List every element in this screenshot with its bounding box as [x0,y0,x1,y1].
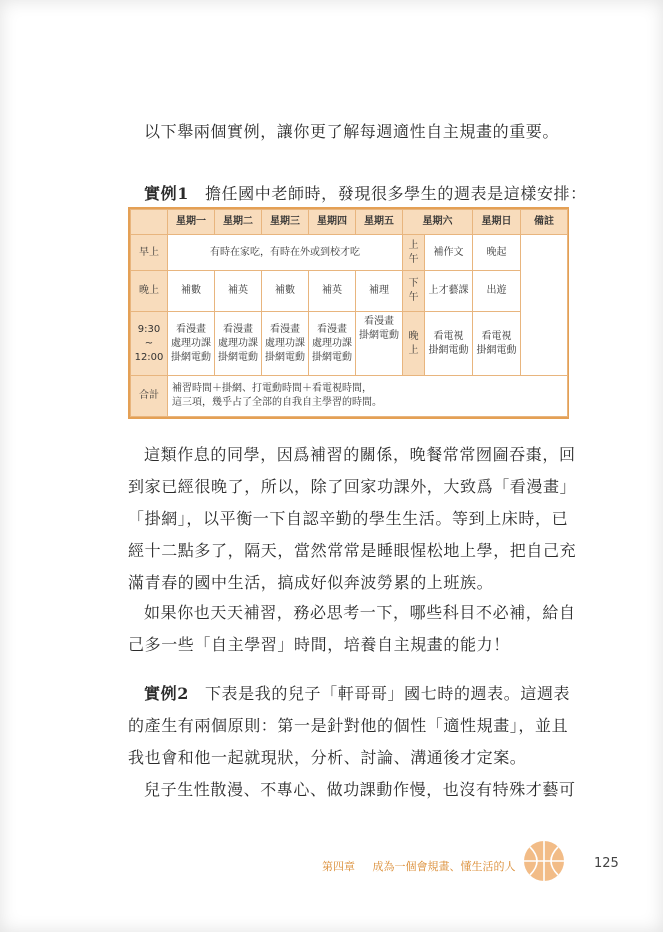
chapter-title: 成為一個會規畫、懂生活的人 [372,860,516,873]
table-cell: 看電視 掛網電動 [473,312,521,376]
intro-paragraph [144,116,574,148]
text-line: 滿青春的國中生活，搞成好似奔波勞累的上班族。 [128,573,494,592]
ampm-text: 晚上 [408,330,419,356]
text-line: 下表是我的兒子「軒哥哥」國七時的週表。這週表 [204,684,571,703]
example2-label: 實例2 [144,684,189,703]
header-cell: 星期四 [309,210,356,235]
table-header-row [131,210,568,235]
example1-text: 擔任國中老師時，發現很多學生的週表是這樣安排： [204,184,587,203]
header-cell: 星期六 [403,210,473,235]
text-line: 兒子生性散漫、不專心、做功課動作慢，也沒有特殊才藝可 [144,780,576,799]
row-label: 晚上 [131,271,168,312]
row-label: 合計 [131,376,168,417]
table-cell: 看漫畫 處理功課 掛網電動 [262,312,309,376]
table-cell: 看漫畫 處理功課 掛網電動 [168,312,215,376]
table-cell [521,234,568,375]
row-label: 9:30 ~ 12:00 [131,312,168,376]
header-cell: 星期二 [215,210,262,235]
body-paragraph-1 [128,439,577,599]
header-cell [131,210,168,235]
table-row [131,234,568,271]
text-line: 經十二點多了，隔天，當然常常是睡眼惺松地上學，把自己充 [128,541,577,560]
row-label: 早上 [131,234,168,271]
weekly-schedule-table [128,207,569,419]
basketball-icon [520,837,568,889]
table-cell: 補數 [262,271,309,312]
table-cell: 看漫畫 處理功課 掛網電動 [309,312,356,376]
table-row [131,376,568,417]
example2-paragraph [128,678,576,806]
table-cell: 補數 [168,271,215,312]
table-cell: 補英 [215,271,262,312]
header-cell: 星期五 [356,210,403,235]
ampm-text: 上午 [408,239,419,265]
ampm-cell [403,234,425,271]
header-cell: 星期三 [262,210,309,235]
text-line: 到家已經很晚了，所以，除了回家功課外，大致爲「看漫畫」 [128,477,577,496]
header-cell: 星期日 [473,210,521,235]
table-cell: 上才藝課 [425,271,473,312]
text-line: 這類作息的同學，因爲補習的關係，晚餐常常囫圇吞棗，回 [144,445,576,464]
chapter-label: 第四章 [322,860,355,873]
ampm-text: 下午 [408,278,419,304]
ampm-cell [403,312,425,376]
text-line: 己多一些「自主學習」時間，培養自主規畫的能力！ [128,635,510,654]
total-note: 補習時間＋掛網、打電動時間＋看電視時間， 這三項，幾乎占了全部的自我自主學習的時間。 [168,376,568,417]
table-cell: 看漫畫 處理功課 掛網電動 [215,312,262,376]
table-cell: 看漫畫 掛網電動 [356,312,403,376]
table-row [131,312,568,376]
intro-text: 以下舉兩個實例，讓你更了解每週適性自主規畫的重要。 [144,122,560,141]
example1-heading [144,178,587,210]
body-paragraph-2 [128,597,576,661]
header-cell: 星期一 [168,210,215,235]
header-cell: 備註 [521,210,568,235]
text-line: 我也會和他一起就現狀，分析、討論、溝通後才定案。 [128,748,527,767]
table-cell: 有時在家吃，有時在外或到校才吃 [168,234,403,271]
text-line: 「掛網」，以平衡一下自認辛勤的學生生活。等到上床時，已 [128,509,569,528]
example1-label: 實例1 [144,184,189,203]
table-cell: 晚起 [473,234,521,271]
table-row [131,271,568,312]
table-cell: 補英 [309,271,356,312]
table-cell: 看電視 掛網電動 [425,312,473,376]
ampm-cell [403,271,425,312]
table-cell: 補理 [356,271,403,312]
text-line: 的產生有兩個原則：第一是針對他的個性「適性規畫」，並且 [128,716,569,735]
table-cell: 出遊 [473,271,521,312]
page-number: 125 [594,856,619,871]
text-line: 如果你也天天補習，務必思考一下，哪些科目不必補，給自 [144,603,576,622]
table-cell: 補作文 [425,234,473,271]
running-footer [322,858,516,874]
